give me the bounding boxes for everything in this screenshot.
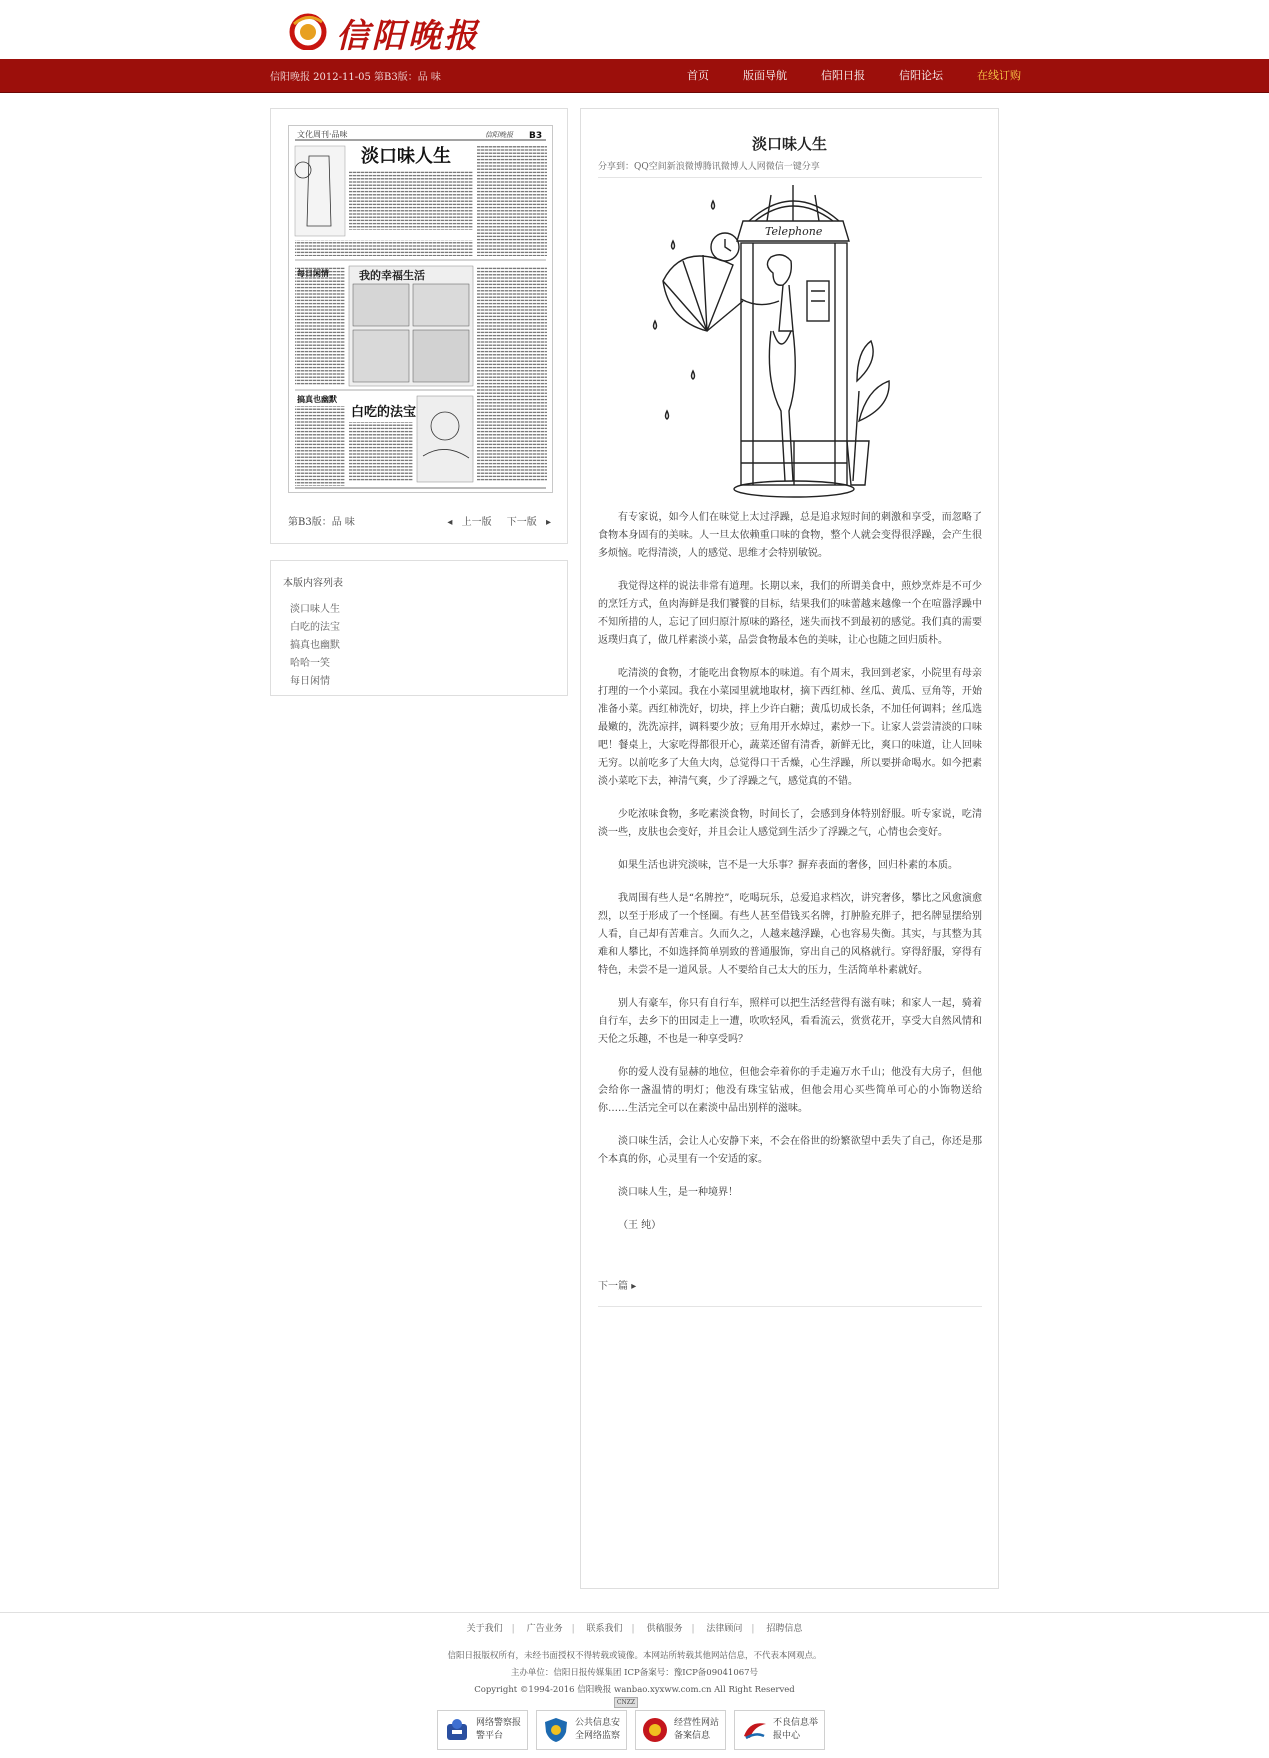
divider	[598, 1306, 982, 1307]
footer-copyright: Copyright ©1994-2016 信阳晚报 wanbao.xyxww.com.cn All Right Reserved	[474, 1685, 795, 1695]
thumb-small-tag: 每日闲情	[297, 269, 329, 278]
list-item[interactable]: 搞真也幽默	[290, 640, 340, 651]
article-list-title: 本版内容列表	[283, 578, 343, 589]
list-item[interactable]: 每日闲情	[290, 676, 330, 687]
triangle-right-icon: ▸	[545, 517, 551, 528]
prev-page-label: 上一版	[461, 517, 492, 528]
footer-link-jobs[interactable]: 招聘信息	[766, 1624, 803, 1634]
nav-online-subscribe[interactable]: 在线订购	[977, 69, 1021, 82]
newspaper-page-thumbnail[interactable]	[288, 125, 553, 493]
logo-swirl-icon	[288, 10, 328, 50]
newspaper-page-image	[289, 126, 552, 492]
site-footer	[0, 1612, 1269, 1758]
article-list-panel	[270, 560, 568, 696]
article-title: 淡口味人生	[751, 135, 827, 153]
article-paragraph: 我周围有些人是“名牌控”，吃喝玩乐，总爱追求档次，讲究奢侈，攀比之风愈演愈烈，以至于形成了一个怪圈。有些人甚至借钱买名牌，打肿脸充胖子，把名牌显摆给别人看，自己却有苦难言。久而久之，人越来越浮躁，心也容易失衡。其实，与其整为其难和人攀比，不如选择简单别致的普通服饰，穿出自己的风格就行。穿得舒服，穿得有特色，未尝不是一道风景。人不要给自己太大的压力，生活简单朴素就好。	[598, 893, 982, 976]
page-label: 第B3版：品 味	[288, 517, 355, 528]
article-paragraph: 淡口味生活，会让人心安静下来，不会在俗世的纷繁欲望中丢失了自己，你还是那个本真的你，心灵里有一个安适的家。	[598, 1136, 982, 1165]
cnzz-badge[interactable]: CNZZ	[614, 1697, 638, 1708]
article-panel	[580, 108, 999, 1589]
article-paragraph: 吃清淡的食物，才能吃出食物原本的味道。有个周末，我回到老家，小院里有母亲打理的一个小菜园。我在小菜园里就地取材，摘下西红柿、丝瓜、黄瓜、豆角等，开始准备小菜。西红柿洗好，切块，拌上少许白糖；黄瓜切成长条，不加任何调料；丝瓜选最嫩的，洗洗凉拌，调料要少放；豆角用开水焯过，素炒一下。让家人尝尝清淡的口味吧！餐桌上，大家吃得都很开心，蔬菜还留有清香，新鲜无比，爽口的味道，让人回味无穷。以前吃多了大鱼大肉，总觉得口干舌燥，心生浮躁，所以要拼命喝水。如今把素淡小菜吃下去，神清气爽，少了浮躁之气，感觉真的不错。	[598, 668, 982, 787]
article-paragraph: 你的爱人没有显赫的地位，但他会牵着你的手走遍万水千山；他没有大房子，但他会给你一盏温情的明灯；他没有珠宝钻戒，但他会用心买些简单可心的小饰物送给你……生活完全可以在素淡中品出别样的滋味。	[598, 1067, 982, 1114]
article-paragraph: 少吃浓味食物，多吃素淡食物，时间长了，会感到身体特别舒服。听专家说，吃清淡一些，皮肤也会变好，并且会让人感觉到生活少了浮躁之气，心情也会变好。	[598, 809, 982, 838]
badge-security[interactable]	[536, 1710, 627, 1750]
thumb-headline-1: 淡口味人生	[361, 146, 451, 167]
article-author: （王 纯）	[618, 1220, 662, 1231]
thumb-headline-2: 我的幸福生活	[359, 269, 425, 282]
list-item[interactable]: 淡口味人生	[290, 604, 340, 615]
page-pager	[435, 513, 551, 528]
report-swoosh-icon	[740, 1716, 768, 1744]
article-paragraph: 有专家说，如今人们在味觉上太过浮躁，总是追求短时间的刺激和享受，而忽略了食物本身固有的美味。人一旦太依赖重口味的食物，整个人就会变得很浮躁，会产生很多烦恼。吃得清淡，人的感觉、思维才会特别敏锐。	[598, 512, 982, 559]
list-item[interactable]: 哈哈一笑	[290, 658, 330, 669]
thumb-header-left: 文化周刊·品味	[297, 130, 348, 139]
article-list	[290, 601, 340, 691]
nav-xinyang-forum[interactable]: 信阳论坛	[899, 69, 943, 82]
footer-organizer: 主办单位：信阳日报传媒集团 ICP备案号：豫ICP备09041067号	[510, 1668, 759, 1678]
emblem-icon	[641, 1716, 669, 1744]
next-page-label: 下一版	[506, 517, 537, 528]
thumb-headline-3: 白吃的法宝	[351, 405, 417, 420]
shield-icon	[542, 1716, 570, 1744]
article-body	[598, 509, 982, 1250]
triangle-right-icon: ▸	[631, 1281, 637, 1292]
divider	[598, 177, 982, 178]
article-paragraph: 淡口味人生，是一种境界！	[618, 1187, 738, 1198]
badge-report-label: 不良信息举报中心	[773, 1718, 819, 1741]
footer-badges	[437, 1710, 825, 1750]
article-paragraph: 别人有豪车，你只有自行车，照样可以把生活经营得有滋有味；和家人一起，骑着自行车，去乡下的田园走上一遭，吹吹轻风，看看流云，赏赏花开，享受大自然风情和天伦之乐趣，不也是一种享受吗？	[598, 998, 982, 1045]
badge-police[interactable]	[437, 1710, 528, 1750]
site-header	[0, 0, 1269, 59]
footer-links: 关于我们 | 广告业务 | 联系我们 | 供稿服务 | 法律顾问 | 招聘信息	[0, 1621, 1269, 1634]
next-page-link[interactable]	[501, 517, 551, 528]
thumb-page-number: B3	[529, 131, 543, 141]
nav-page-navigation[interactable]: 版面导航	[743, 69, 787, 82]
prev-page-link[interactable]	[441, 517, 491, 528]
page-panel	[270, 108, 568, 544]
footer-copyright-notice: 信阳日报版权所有，未经书面授权不得转载或镜像。本网站所转载其他网站信息，不代表本网观点。	[447, 1651, 822, 1661]
thumb-header-logo: 信阳晚报	[485, 131, 513, 139]
badge-police-label: 网络警察报警平台	[476, 1718, 522, 1741]
footer-link-ads[interactable]: 广告业务	[526, 1624, 563, 1634]
list-item[interactable]: 白吃的法宝	[290, 622, 340, 633]
share-bar[interactable]: 分享到：QQ空间新浪微博腾讯微博人人网微信一键分享	[598, 162, 820, 172]
issue-info: 信阳晚报 2012-11-05 第B3版：品 味	[270, 72, 441, 83]
next-article-label: 下一篇	[598, 1281, 628, 1292]
nav-bar	[0, 59, 1269, 93]
main-nav	[670, 59, 1038, 92]
footer-link-contribute[interactable]: 供稿服务	[646, 1624, 683, 1634]
footer-link-contact[interactable]: 联系我们	[586, 1624, 623, 1634]
article-paragraph: 我觉得这样的说法非常有道理。长期以来，我们的所谓美食中，煎炒烹炸是不可少的烹饪方式，鱼肉海鲜是我们饕餮的目标，结果我们的味蕾越来越像一个在喧嚣浮躁中不知所措的人，忘记了回归原汁原味的路径，迷失而找不到最初的感觉。我们真的需要返璞归真了，做几样素淡小菜，品尝食物最本色的美味，让心也随之回归质朴。	[598, 581, 982, 646]
police-icon	[443, 1716, 471, 1744]
footer-link-legal[interactable]: 法律顾问	[706, 1624, 743, 1634]
thumb-small-tag-2: 搞真也幽默	[297, 395, 337, 404]
next-article-link[interactable]	[598, 1277, 636, 1292]
site-logo[interactable]	[288, 6, 508, 55]
logo-text: 信阳晚报	[336, 16, 480, 55]
nav-home[interactable]: 首页	[687, 69, 709, 82]
nav-xinyang-daily[interactable]: 信阳日报	[821, 69, 865, 82]
article-paragraph: 如果生活也讲究淡味，岂不是一大乐事？摒弃表面的奢侈，回归朴素的本质。	[618, 860, 958, 871]
badge-record[interactable]	[635, 1710, 726, 1750]
badge-record-label: 经营性网站备案信息	[674, 1718, 720, 1741]
triangle-left-icon: ◂	[447, 517, 453, 528]
booth-sign-text: Telephone	[765, 225, 823, 238]
badge-report[interactable]	[734, 1710, 825, 1750]
footer-link-about[interactable]: 关于我们	[466, 1624, 503, 1634]
badge-security-label: 公共信息安全网络监察	[575, 1718, 621, 1741]
article-illustration	[643, 181, 935, 501]
